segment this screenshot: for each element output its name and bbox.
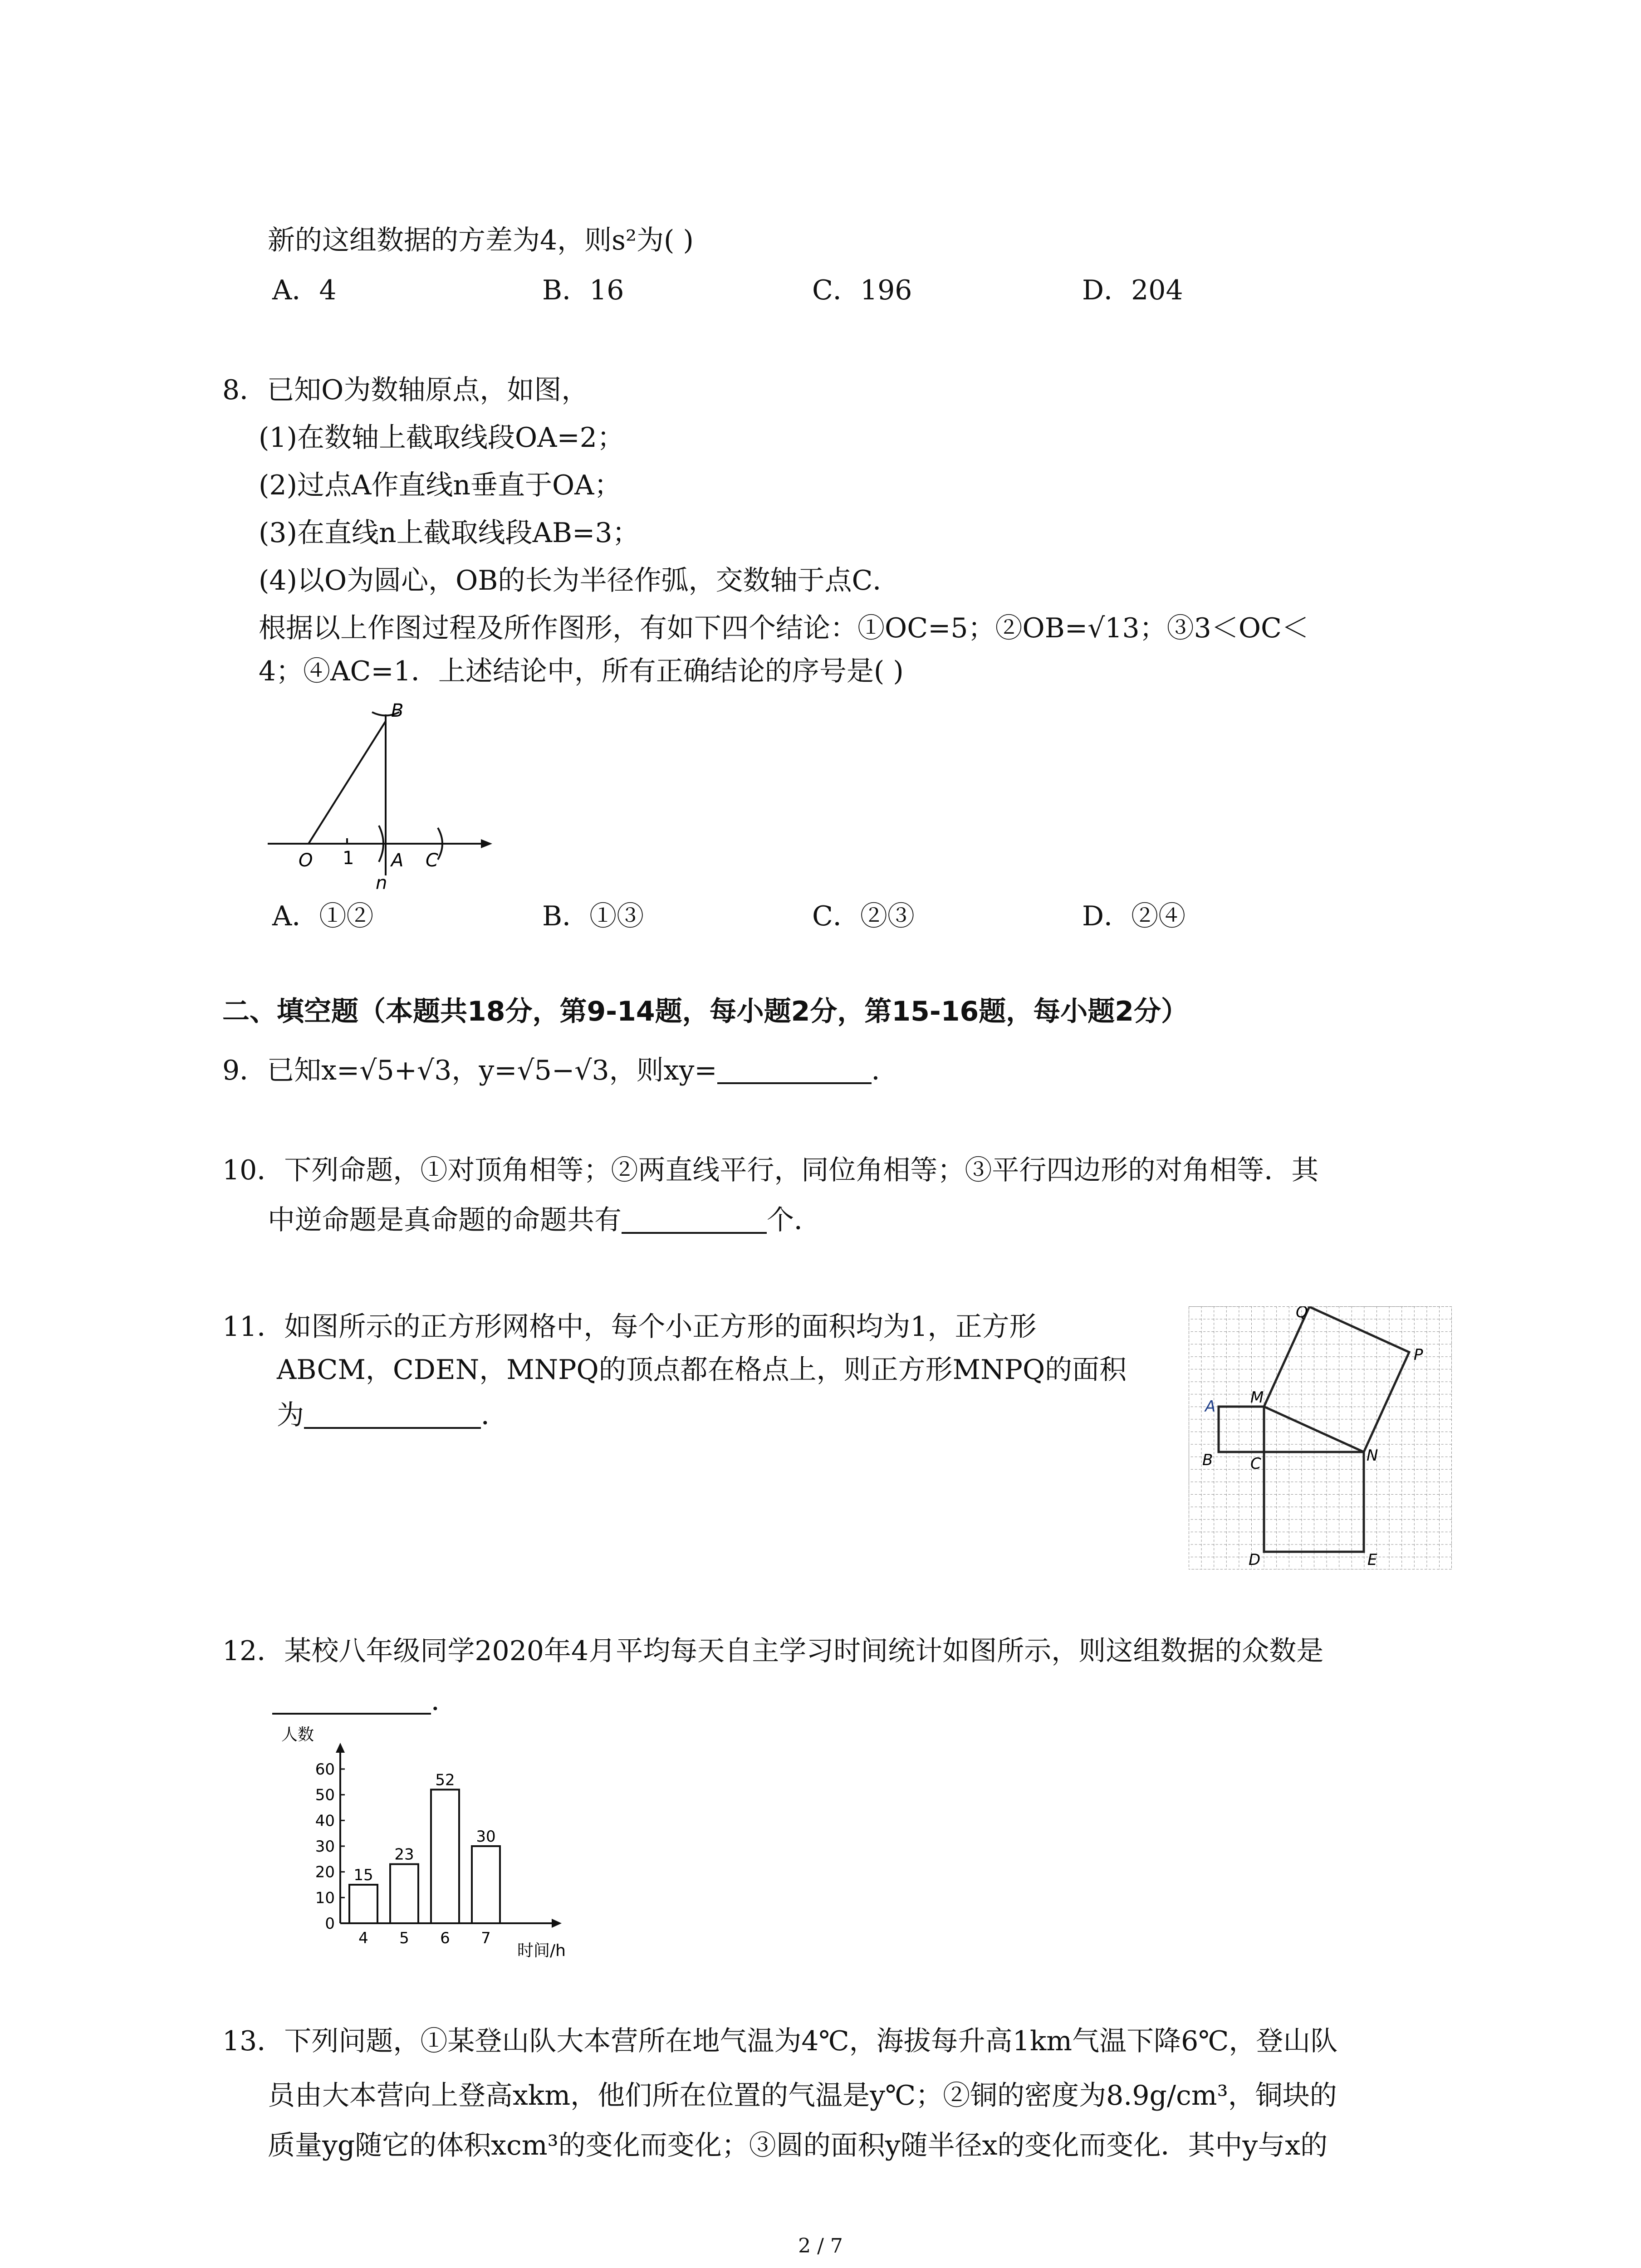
q12-bar-chart (272, 1724, 599, 1960)
q8-number-line-figure (263, 694, 499, 894)
label-d: D (1249, 1551, 1261, 1569)
q7-option-a: A．4 (272, 274, 337, 306)
q7-option-d: D．204 (1082, 274, 1183, 306)
y-tick-label: 60 (315, 1760, 335, 1779)
label-p: P (1414, 1346, 1423, 1364)
bar (390, 1864, 418, 1923)
q11-tail: ． (481, 1399, 508, 1431)
label-n: N (1367, 1447, 1378, 1465)
q8-line-4: (3)在直线n上截取线段AB=3； (259, 517, 640, 549)
q10-answer-blank[interactable] (622, 1207, 767, 1234)
q10-tail: 个． (767, 1204, 821, 1236)
bar-value-label: 23 (394, 1845, 414, 1864)
bar (431, 1789, 459, 1923)
x-tick-label: 6 (440, 1929, 450, 1947)
label-o: O (299, 850, 313, 871)
q11-line-1: 11．如图所示的正方形网格中，每个小正方形的面积均为1，正方形 (222, 1311, 1037, 1343)
bar (472, 1846, 500, 1923)
label-a: A (1205, 1398, 1216, 1416)
q8-line-6: 根据以上作图过程及所作图形，有如下四个结论：①OC=5；②OB=√13；③3＜OC＜ (259, 612, 1309, 644)
segment-ob (309, 721, 386, 844)
y-axis-arrow (336, 1743, 345, 1753)
q12-tail: ． (431, 1685, 458, 1717)
q12-answer-blank[interactable] (272, 1687, 431, 1715)
q8-line-5: (4)以O为圆心，OB的长为半径作弧，交数轴于点C． (259, 565, 900, 596)
section-2-heading: 二、填空题（本题共18分，第9-14题，每小题2分，第15-16题，每小题2分） (222, 996, 1189, 1027)
q7-option-c: C．196 (812, 274, 912, 306)
q8-line-1: 8．已知O为数轴原点，如图， (222, 374, 589, 406)
bar (349, 1885, 377, 1923)
x-tick-label: 4 (358, 1929, 368, 1947)
y-tick-label: 10 (315, 1889, 335, 1907)
q10-line-1: 10．下列命题，①对顶角相等；②两直线平行，同位角相等；③平行四边形的对角相等．其 (222, 1154, 1319, 1186)
q12-line-1: 12．某校八年级同学2020年4月平均每天自主学习时间统计如图所示，则这组数据的众数是 (222, 1635, 1324, 1667)
page-number: 2 / 7 (798, 2234, 843, 2258)
label-q: Q (1296, 1306, 1308, 1321)
label-e: E (1367, 1551, 1377, 1569)
q8-option-c: C．②③ (812, 900, 915, 932)
y-tick-label: 30 (315, 1838, 335, 1856)
y-tick-label: 40 (315, 1812, 335, 1830)
y-tick-label: 20 (315, 1863, 335, 1882)
x-axis-arrow (552, 1919, 562, 1928)
label-b: B (391, 700, 404, 721)
q10-line-2-text: 中逆命题是真命题的命题共有 (268, 1204, 622, 1236)
q11-line-3-text: 为 (277, 1399, 304, 1431)
y-tick-label: 0 (325, 1915, 335, 1933)
q7-option-b: B．16 (542, 274, 624, 306)
q8-option-a: A．①② (272, 900, 374, 932)
q8-line-2: (1)在数轴上截取线段OA=2； (259, 422, 624, 454)
x-tick-label: 5 (399, 1929, 409, 1947)
q8-option-b: B．①③ (542, 900, 644, 932)
q9-tail: ． (871, 1055, 899, 1086)
bar-value-label: 30 (476, 1828, 496, 1846)
grid-background (1189, 1306, 1452, 1569)
q8-line-7: 4；④AC=1．上述结论中，所有正确结论的序号是( ) (259, 655, 904, 687)
q13-line-1: 13．下列问题，①某登山队大本营所在地气温为4℃，海拔每升高1km气温下降6℃，登山队 (222, 2025, 1338, 2057)
label-m: M (1250, 1388, 1264, 1407)
q11-line-2: ABCM，CDEN，MNPQ的顶点都在格点上，则正方形MNPQ的面积 (277, 1354, 1127, 1386)
bar-value-label: 52 (435, 1771, 455, 1789)
label-n: n (376, 873, 387, 894)
axis-arrow (481, 839, 492, 848)
q10-line-2 (268, 1204, 821, 1236)
chart-xlabel: 时间/h (517, 1941, 566, 1960)
q8-line-3: (2)过点A作直线n垂直于OA； (259, 469, 622, 501)
q9-text: 9．已知x=√5+√3，y=√5−√3，则xy= (222, 1055, 717, 1086)
label-b: B (1202, 1451, 1213, 1469)
q7-line: 新的这组数据的方差为4，则s²为( ) (268, 225, 694, 256)
label-c: C (1250, 1455, 1261, 1473)
q8-option-d: D．②④ (1082, 900, 1186, 932)
q13-line-2: 员由大本营向上登高xkm，他们所在位置的气温是y℃；②铜的密度为8.9g/cm³，铜块的 (268, 2080, 1337, 2112)
bar-value-label: 15 (353, 1866, 373, 1884)
chart-ylabel: 人数 (281, 1725, 314, 1744)
label-a: A (391, 850, 404, 871)
q11-answer-blank[interactable] (304, 1402, 481, 1429)
label-one: 1 (343, 848, 354, 869)
q12-line-2 (272, 1687, 458, 1715)
q13-line-3: 质量yg随它的体积xcm³的变化而变化；③圆的面积y随半径x的变化而变化．其中y与x的 (268, 2130, 1328, 2161)
y-tick-label: 50 (315, 1786, 335, 1804)
q11-line-3 (277, 1399, 508, 1431)
x-tick-label: 7 (481, 1929, 491, 1947)
q9-line (222, 1057, 899, 1084)
q11-grid-figure (1189, 1306, 1452, 1569)
q9-answer-blank[interactable] (717, 1057, 872, 1084)
label-c: C (426, 850, 438, 871)
